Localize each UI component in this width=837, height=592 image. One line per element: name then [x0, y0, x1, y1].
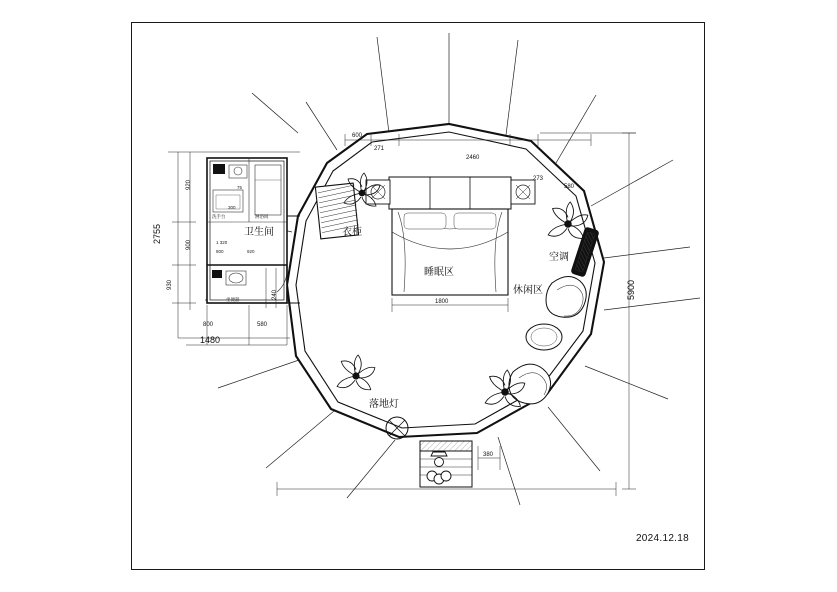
- label-air-conditioner: 空调: [549, 252, 569, 263]
- drawing-date: 2024.12.18: [635, 533, 689, 544]
- dim-door-right: 380: [483, 452, 494, 458]
- dim-top-3: 2460: [466, 155, 480, 161]
- dim-top-5: 580: [564, 184, 575, 190]
- dim-bath-inner-3: 800: [216, 249, 224, 254]
- dim-bath-bottom-1: 800: [203, 322, 214, 328]
- dim-bath-tiny-1: 75: [237, 185, 243, 190]
- dim-bath-small-vertical: 240: [272, 289, 278, 300]
- dim-bath-total-vertical: 2755: [152, 223, 162, 244]
- dim-bath-width: 1480: [200, 335, 221, 345]
- dim-top-2: 271: [374, 146, 385, 152]
- note-shower: 淋浴间: [255, 214, 269, 219]
- label-sleeping-zone: 睡眠区: [424, 267, 454, 278]
- dim-bath-tiny-2: 300: [228, 205, 236, 210]
- label-lounge-zone: 休闲区: [513, 285, 543, 296]
- dim-bath-seg-1: 920: [186, 179, 192, 190]
- dim-bath-inner-2: 920: [247, 249, 255, 254]
- dim-top-1: 600: [352, 133, 363, 139]
- label-floor-lamp: 落地灯: [369, 399, 399, 410]
- dim-bath-seg-2: 900: [186, 239, 192, 250]
- label-bathroom: 卫生间: [244, 227, 274, 238]
- dim-bath-seg-3: 930: [167, 279, 173, 290]
- dim-top-4: 273: [533, 176, 544, 182]
- note-toilet: 坐便器: [226, 297, 240, 302]
- dim-bed-width: 1800: [435, 299, 449, 305]
- dim-bath-bottom-2: 580: [257, 322, 268, 328]
- dim-bath-inner-1: 1 320: [216, 240, 228, 245]
- note-basin: 洗手台: [212, 214, 226, 219]
- entry-door: [277, 441, 616, 496]
- label-wardrobe: 衣柜: [342, 227, 362, 238]
- dim-overall-height: 5900: [626, 279, 636, 300]
